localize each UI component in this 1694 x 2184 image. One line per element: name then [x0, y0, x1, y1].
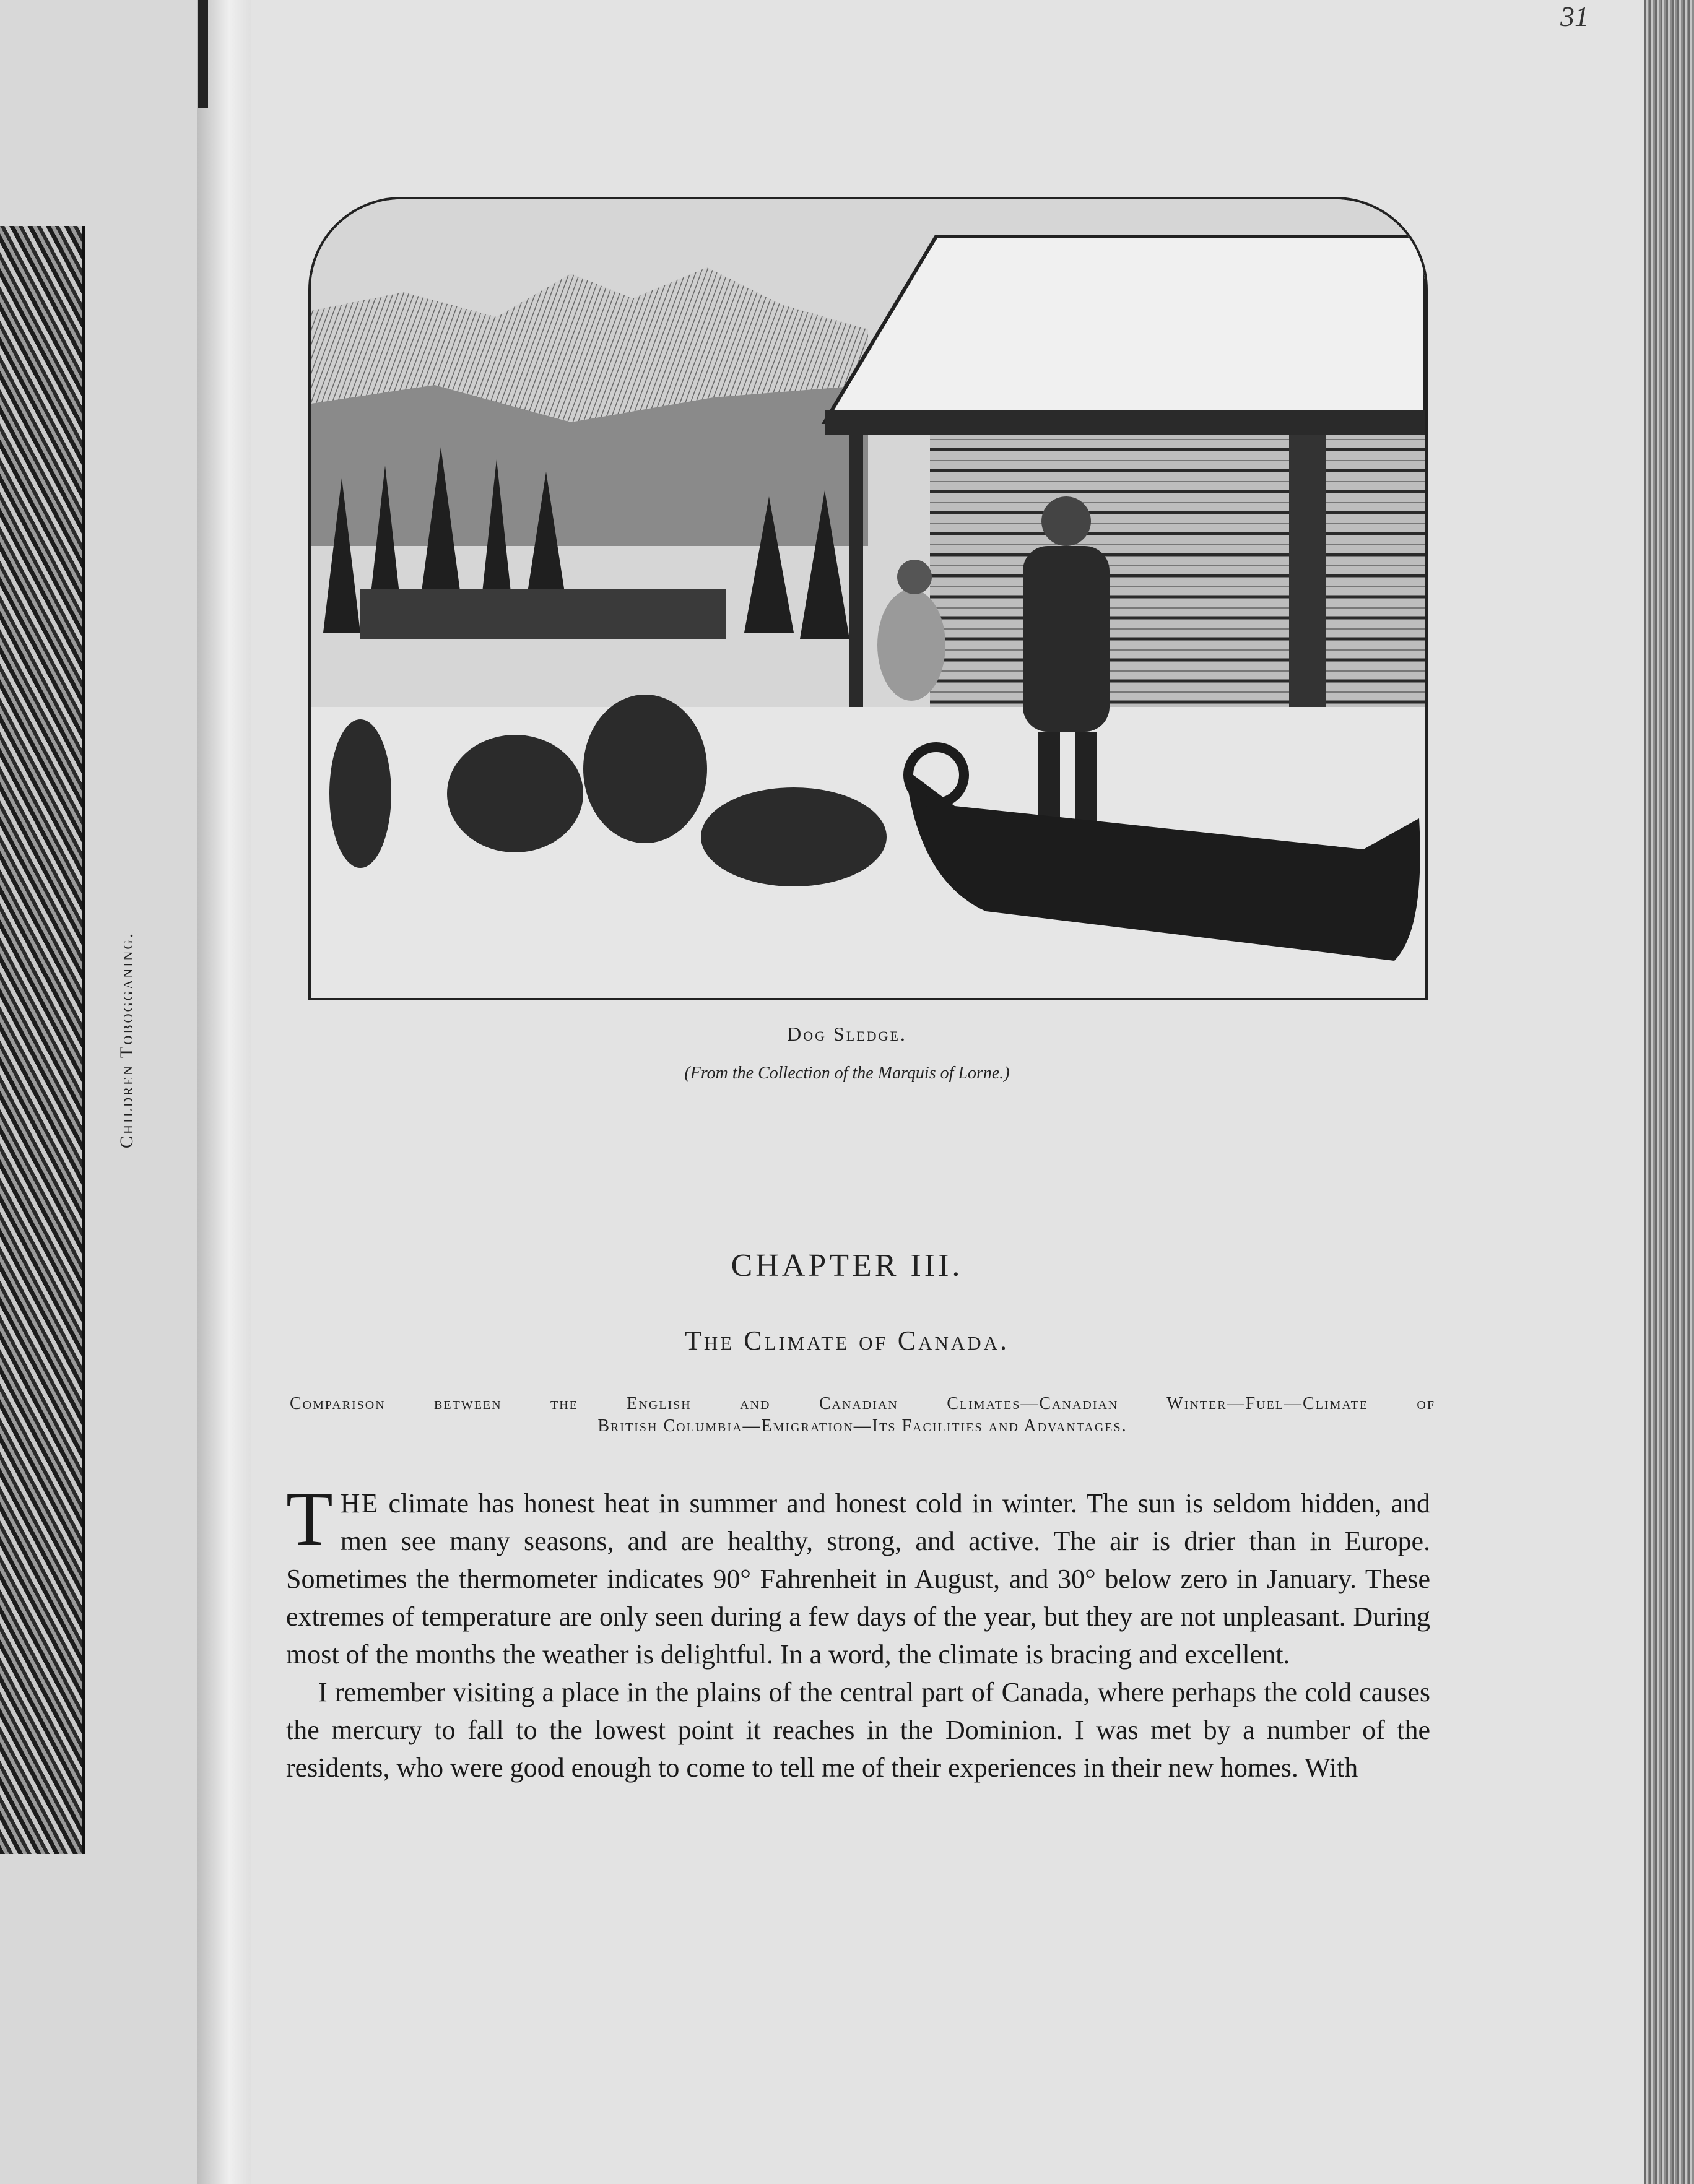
figure-title: Dog Sledge.: [787, 1023, 907, 1045]
chapter-number: CHAPTER III.: [731, 1248, 963, 1283]
plate-caption-text: Children Tobogganing.: [116, 931, 137, 1149]
gutter-shadow: [198, 0, 208, 108]
left-facing-page: [0, 0, 204, 2184]
figure-credit: (From the Collection of the Marquis of Lorne.): [684, 1064, 1010, 1083]
page-number: 31: [1560, 1, 1589, 32]
lead-word: HE: [340, 1488, 380, 1519]
dog-sledge-scene: [311, 199, 1425, 998]
paragraph-1-text: climate has honest heat in summer and honest cold in winter. The sun is seldom hidden, and men see many seasons, and are healthy, strong, and active. The air is drier than in Europe. Sometimes the thermometer indicates 90° Fahrenheit in August, and 30° below zero in January. These extremes of temperature are only seen during a few days of the year, but they are not unpleasant. During most of the months the weather is delightful. In a word, the climate is bracing and excellent.: [286, 1488, 1430, 1670]
book-gutter: [197, 0, 256, 2184]
chapter-body: [286, 1476, 1430, 1787]
paragraph-1: [286, 1476, 1430, 1673]
dog-sledge-engraving: [308, 197, 1428, 1000]
paragraph-2: I remember visiting a place in the plains of the central part of Canada, where perhaps the cold causes the mercury to fall to the lowest point it reaches in the Dominion. I was met by a number of the residents, who were good enough to come to tell me of their experiences in their new homes. With: [286, 1677, 1430, 1783]
page-edges: [1644, 0, 1694, 2184]
drop-cap: T: [286, 1476, 333, 1561]
synopsis-line-1: Comparison between the English and Canadian Climates—Canadian Winter—Fuel—Climate of: [290, 1394, 1435, 1413]
synopsis-line-2: British Columbia—Emigration—Its Facilities and Advantages.: [597, 1416, 1127, 1436]
chapter-title: The Climate of Canada.: [684, 1325, 1010, 1356]
chapter-synopsis: [290, 1393, 1435, 1437]
